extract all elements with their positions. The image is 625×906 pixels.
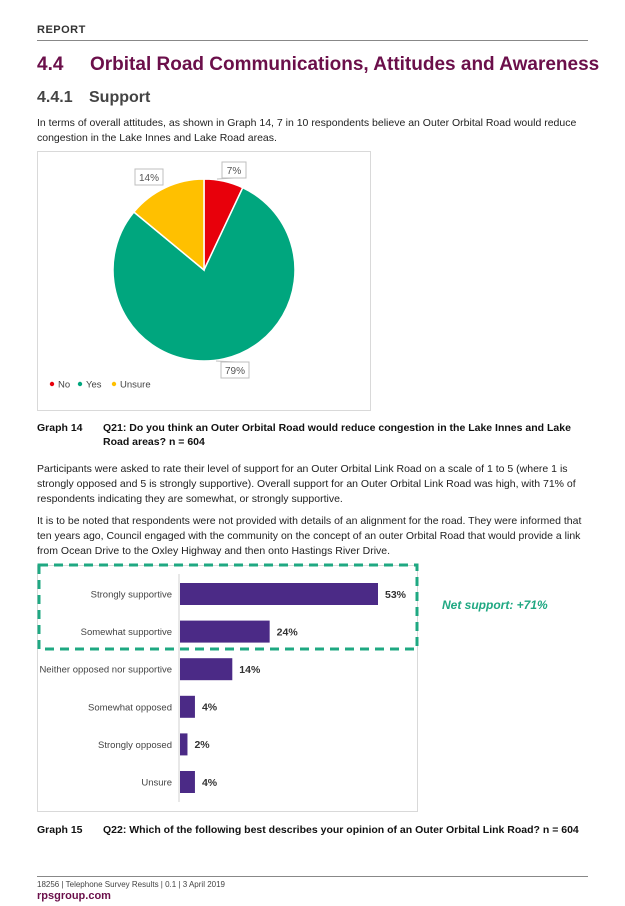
pie-data-label: 79% xyxy=(224,366,246,377)
legend-label: Yes xyxy=(86,379,102,391)
bar-data-label: 14% xyxy=(239,664,261,676)
support-paragraph: Participants were asked to rate their level of support for an Outer Orbital Link Road on a scale of 1 to 5 (where 1 is strongly opposed and 5 is strongly supportive). Overall support for an Outer Orbital Link Road was high, with 71% of respondents indicating they are somewhat, or strongly supportive. xyxy=(37,463,576,505)
bar-data-label: 4% xyxy=(201,701,218,714)
bar-neither-opposed-nor-supportive xyxy=(180,658,232,680)
section-heading xyxy=(37,54,599,76)
legend-marker xyxy=(78,382,82,386)
graph15-caption xyxy=(37,823,592,853)
subsection-number: 4.4.1 xyxy=(37,89,73,106)
bar-somewhat-opposed xyxy=(180,696,195,718)
bar-unsure xyxy=(180,771,195,793)
bar-category-label: Unsure xyxy=(141,777,172,789)
bar-category-label: Somewhat supportive xyxy=(80,627,172,639)
pie-chart-frame xyxy=(37,151,371,411)
pie-chart xyxy=(38,152,370,410)
bar-category-label: Strongly opposed xyxy=(98,739,172,751)
footer-info: 18256 | Telephone Survey Results | 0.1 | 3 April 2019 xyxy=(37,880,225,889)
report-header: REPORT xyxy=(37,24,86,36)
bar-data-label: 4% xyxy=(201,776,218,789)
footer-divider xyxy=(37,876,588,877)
bar-category-label: Neither opposed nor supportive xyxy=(39,664,172,676)
pie-data-label: 7% xyxy=(226,166,242,177)
header-divider xyxy=(37,40,588,41)
section-title: Orbital Road Communications, Attitudes and Awareness xyxy=(90,54,600,75)
legend-marker xyxy=(50,382,54,386)
subsection-heading xyxy=(37,89,150,107)
bar-data-label: 2% xyxy=(194,739,210,752)
graph14-label: Graph 14 xyxy=(37,422,83,434)
net-support-highlight xyxy=(36,562,421,652)
graph14-caption-text: Q21: Do you think an Outer Orbital Road would reduce congestion in the Lake Innes and Lake Road areas? n = 604 xyxy=(103,422,571,448)
pie-data-label: 14% xyxy=(138,173,160,184)
bar-strongly-opposed xyxy=(180,733,187,755)
net-support-label: Net support: +71% xyxy=(442,598,548,612)
subsection-title: Support xyxy=(89,89,151,106)
legend-label: Unsure xyxy=(120,379,151,391)
graph14-caption xyxy=(37,421,592,451)
graph15-caption-text: Q22: Which of the following best describes your opinion of an Outer Orbital Link Road? n = 604 xyxy=(103,824,579,836)
intro-paragraph: In terms of overall attitudes, as shown in Graph 14, 7 in 10 respondents believe an Outer Orbital Road would reduce congestion in the Lake Innes and Lake Road areas. xyxy=(37,117,577,144)
bar-data-label: 24% xyxy=(276,626,298,639)
note-paragraph: It is to be noted that respondents were not provided with details of an alignment for the road. They were informed that ten years ago, Council engaged with the community on the concept of an outer Orbital Road that would provide a link from Ocean Drive to the Oxley Highway and then onto Hastings River Drive. xyxy=(37,515,582,557)
section-number: 4.4 xyxy=(37,54,64,75)
bar-category-label: Somewhat opposed xyxy=(88,702,172,714)
bar-data-label: 53% xyxy=(385,588,407,601)
graph15-label: Graph 15 xyxy=(37,824,83,836)
legend-label: No xyxy=(58,379,71,391)
footer-url[interactable]: rpsgroup.com xyxy=(37,890,111,902)
bar-category-label: Strongly supportive xyxy=(90,589,172,601)
legend-marker xyxy=(112,382,116,386)
